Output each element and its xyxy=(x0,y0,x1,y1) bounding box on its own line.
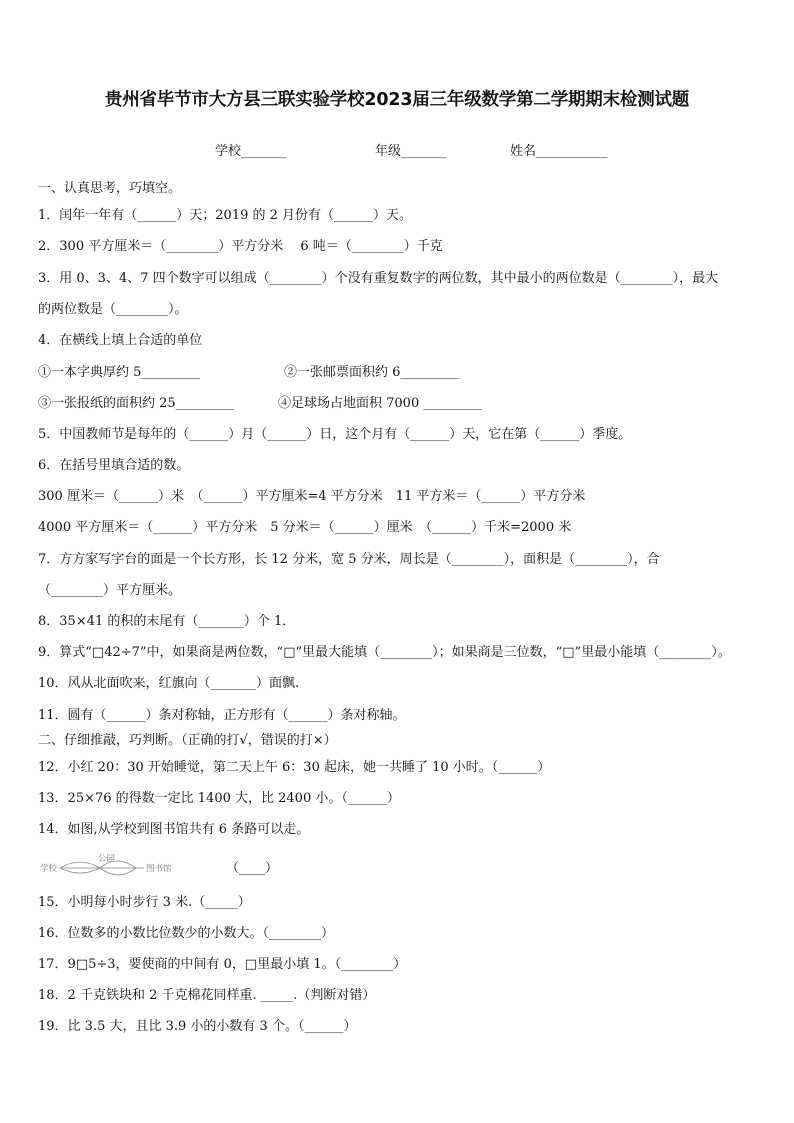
question-5: 5．中国教师节是每年的（______）月（______）日，这个月有（______）天，它在第（______）季度。 xyxy=(38,427,632,442)
section-1-heading: 一、认真思考，巧填空。 xyxy=(38,181,182,196)
diagram-label-library: 图书馆 xyxy=(146,864,172,874)
question-15: 15．小明每小时步行 3 米.（_____） xyxy=(38,895,251,910)
question-1: 1．闰年一年有（______）天；2019 的 2 月份有（______）天。 xyxy=(38,208,413,223)
question-12: 12．小红 20：30 开始睡觉，第二天上午 6：30 起床，她一共睡了 10 小时。（______） xyxy=(38,760,551,775)
question-3-line-2: 的两位数是（________）。 xyxy=(38,302,188,317)
question-2: 2．300 平方厘米＝（________）平方分米 6 吨＝（________）千克 xyxy=(38,239,443,254)
question-6-line-1: 300 厘米＝（______）米 （______）平方厘米=4 平方分米 11 平方米＝（______）平方分米 xyxy=(38,489,586,504)
school-field: 学校_______ xyxy=(215,144,287,159)
question-9: 9．算式“□42÷7”中，如果商是两位数，“□”里最大能填（________）；如果商是三位数，“□”里最小能填（________）。 xyxy=(38,645,731,660)
question-4-item-4: ④足球场占地面积 7000 _________ xyxy=(278,396,482,411)
question-4-item-2: ②一张邮票面积约 6_________ xyxy=(284,365,459,380)
question-7-line-2: （________）平方厘米。 xyxy=(38,583,182,598)
question-10: 10．风从北面吹来，红旗向（_______）面飘. xyxy=(38,676,300,691)
question-14: 14．如图,从学校到图书馆共有 6 条路可以走。 xyxy=(38,822,310,837)
question-7-line-1: 7．方方家写字台的面是一个长方形，长 12 分米，宽 5 分米，周长是（________），面积是（________），合 xyxy=(38,552,660,567)
path-upper-left xyxy=(60,862,100,868)
question-8: 8．35×41 的积的末尾有（_______）个 1． xyxy=(38,614,296,629)
page-title: 贵州省毕节市大方县三联实验学校2023届三年级数学第二学期期末检测试题 xyxy=(104,90,690,110)
grade-field: 年级_______ xyxy=(375,144,447,159)
path-lower-right xyxy=(100,868,136,875)
question-14-answer: （____） xyxy=(226,861,279,876)
path-lower-left xyxy=(60,868,100,873)
route-diagram xyxy=(38,854,198,880)
diagram-label-park: 公园 xyxy=(98,854,116,864)
question-3-line-1: 3．用 0、3、4、7 四个数字可以组成（________）个没有重复数字的两位数，其中最小的两位数是（________），最大 xyxy=(38,271,719,286)
question-18: 18．2 千克铁块和 2 千克棉花同样重. _____.（判断对错） xyxy=(38,988,376,1003)
question-4-item-3: ③一张报纸的面积约 25_________ xyxy=(38,396,235,411)
question-11: 11．圆有（______）条对称轴，正方形有（______）条对称轴。 xyxy=(38,708,406,723)
question-4-item-1: ①一本字典厚约 5_________ xyxy=(38,365,200,380)
diagram-label-school: 学校 xyxy=(40,864,58,874)
question-13: 13．25×76 的得数一定比 1400 大，比 2400 小。（______） xyxy=(38,791,400,806)
question-4: 4．在横线上填上合适的单位 xyxy=(38,333,203,348)
question-6: 6．在括号里填合适的数。 xyxy=(38,458,190,473)
question-17: 17．9□5÷3，要使商的中间有 0，□里最小填 1。（________） xyxy=(38,957,407,972)
name-field: 姓名___________ xyxy=(510,144,608,159)
question-19: 19．比 3.5 大，且比 3.9 小的小数有 3 个。（______） xyxy=(38,1019,357,1034)
section-2-heading: 二、仔细推敲，巧判断。（正确的打√，错误的打×） xyxy=(38,733,337,748)
question-16: 16．位数多的小数比位数少的小数大。（________） xyxy=(38,926,335,941)
question-6-line-2: 4000 平方厘米＝（______）平方分米 5 分米＝（______）厘米 （______）千米=2000 米 xyxy=(38,520,572,535)
